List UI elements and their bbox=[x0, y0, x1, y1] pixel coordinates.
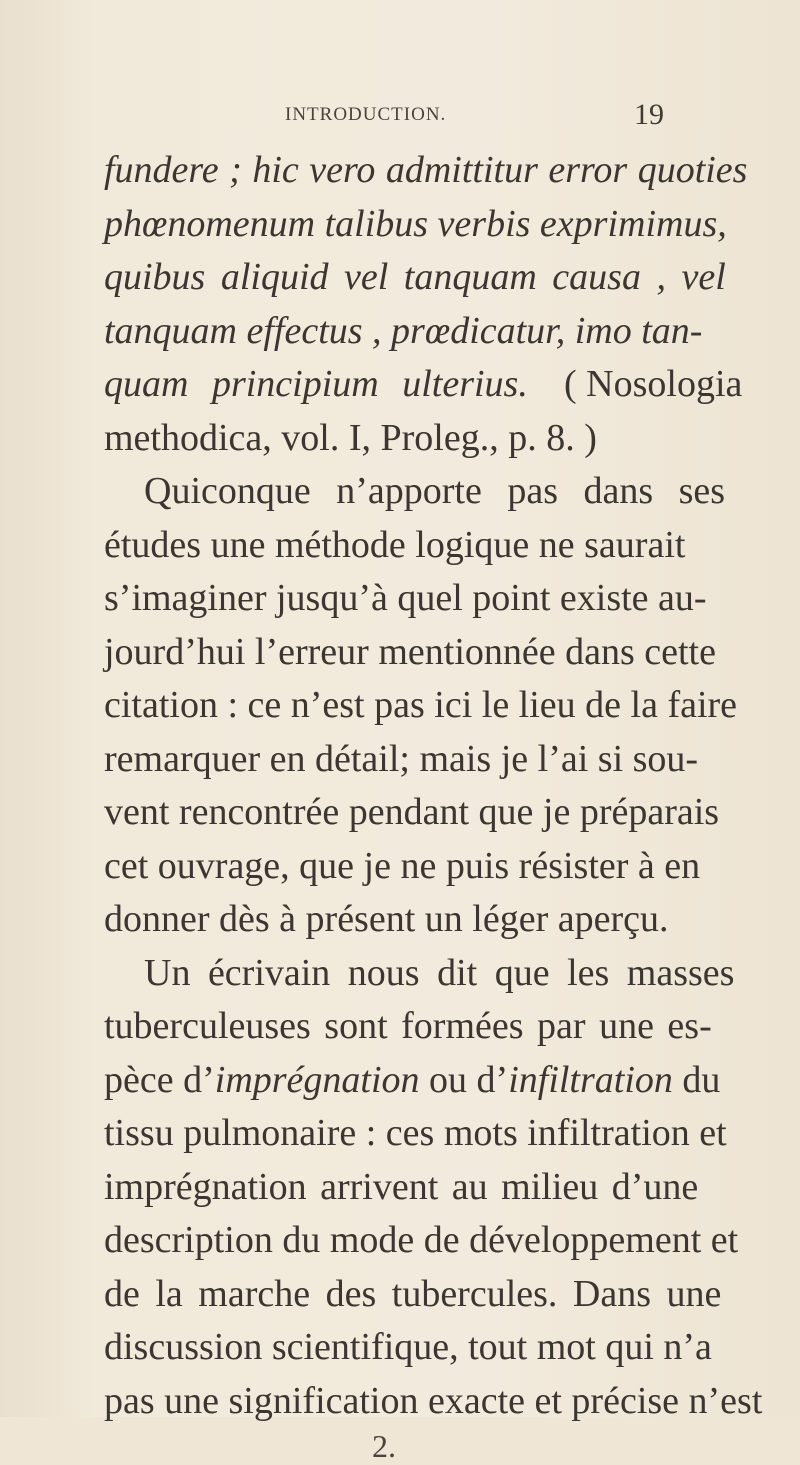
text-line: Un écrivain nous dit que les masses bbox=[144, 951, 735, 994]
text-line: donner dès à présent un léger aperçu. bbox=[104, 898, 669, 940]
italic-term: imprégnation bbox=[214, 1058, 420, 1101]
text-line: tanquam effectus , prœdicatur, imo tan- bbox=[104, 309, 703, 352]
text-line: quam principium ulterius. bbox=[104, 363, 528, 405]
text-line: cet ouvrage, que je ne puis résister à en bbox=[104, 844, 701, 887]
text-line: tuberculeuses sont formées par une es- bbox=[104, 1005, 712, 1047]
text-line: citation : ce n’est pas ici le lieu de la faire bbox=[104, 684, 738, 726]
page-number: 19 bbox=[634, 98, 664, 131]
text-line: fundere ; hic vero admittitur error quoties bbox=[104, 149, 748, 191]
text-line: methodica, vol. I, Proleg., p. 8. ) bbox=[104, 416, 597, 459]
running-title: INTRODUCTION. bbox=[285, 104, 447, 125]
text-run: du bbox=[672, 1058, 721, 1101]
text-line: pas une signification exacte et précise n’est bbox=[104, 1379, 763, 1422]
printer-signature-mark: 2. bbox=[372, 1428, 396, 1464]
text-line: jourd’hui l’erreur mentionnée dans cette bbox=[104, 630, 716, 673]
text-line: études une méthode logique ne saurait bbox=[104, 523, 686, 566]
text-line: s’imaginer jusqu’à quel point existe au- bbox=[104, 577, 707, 619]
italic-term: infiltration bbox=[508, 1058, 673, 1101]
text-line: phœnomenum talibus verbis exprimimus, bbox=[104, 202, 727, 245]
text-run: pèce d’ bbox=[104, 1058, 215, 1101]
text-line: de la marche des tubercules. Dans une bbox=[104, 1272, 722, 1315]
text-line: quibus aliquid vel tanquam causa , vel bbox=[104, 256, 726, 298]
text-line: ( Nosologia bbox=[564, 363, 743, 405]
text-line: discussion scientifique, tout mot qui n’a bbox=[104, 1326, 712, 1368]
text-line-mixed bbox=[104, 1052, 720, 1108]
text-line: tissu pulmonaire : ces mots infiltration et bbox=[104, 1112, 727, 1154]
text-run: ou d’ bbox=[419, 1058, 509, 1101]
text-line: imprégnation arrivent au milieu d’une bbox=[104, 1165, 699, 1208]
text-line: description du mode de développement et bbox=[104, 1219, 739, 1261]
text-line: Quiconque n’apporte pas dans ses bbox=[144, 470, 726, 512]
text-line: vent rencontrée pendant que je préparais bbox=[104, 791, 720, 833]
text-line: remarquer en détail; mais je l’ai si sou- bbox=[104, 737, 699, 780]
page-header bbox=[0, 96, 800, 136]
